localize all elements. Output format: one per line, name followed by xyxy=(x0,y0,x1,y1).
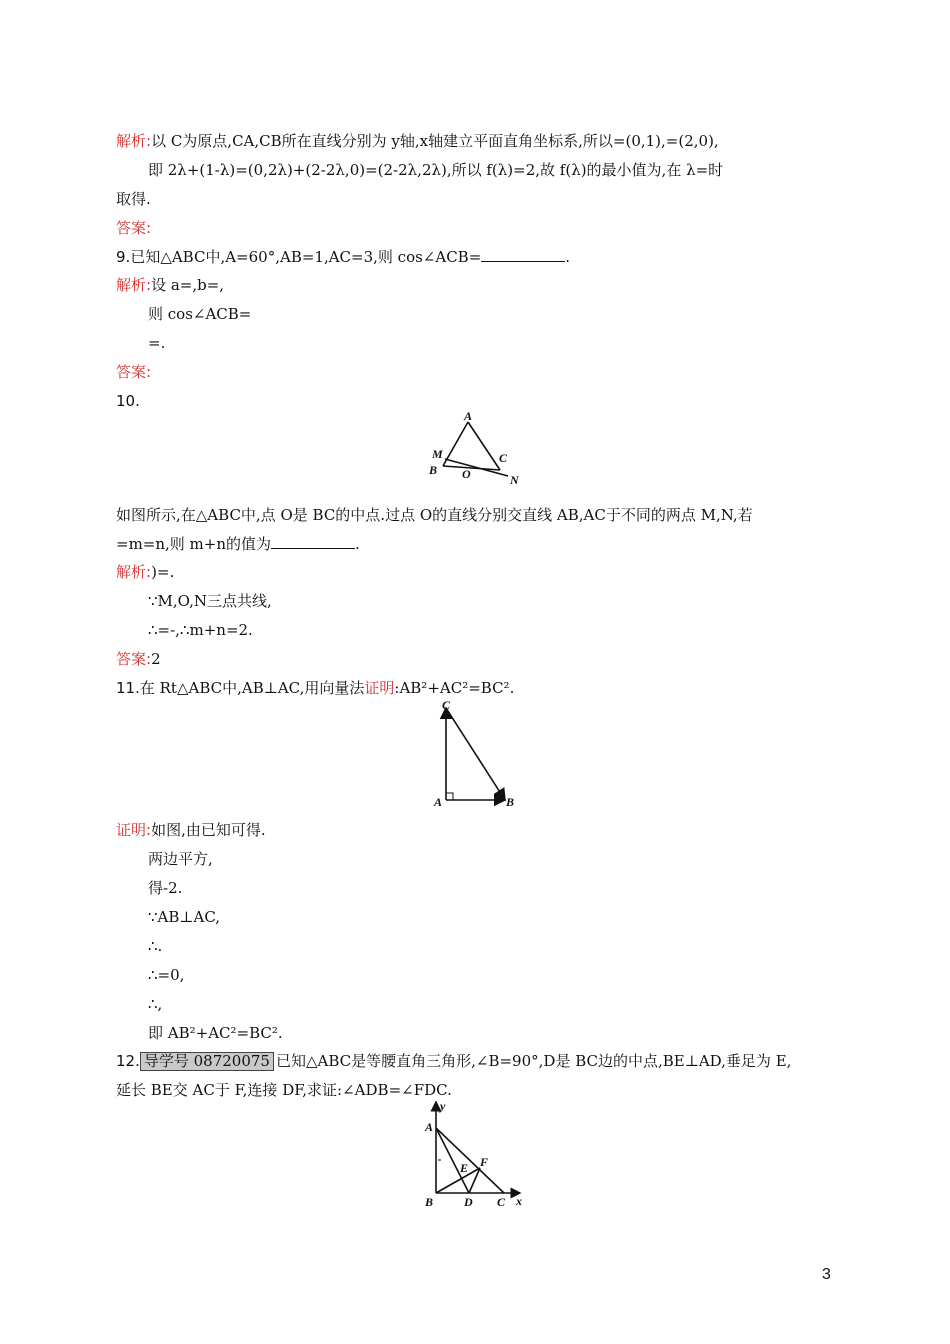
p10-label-A: A xyxy=(464,409,473,423)
p10-analysis-line3: ∴=-,∴m+n=2. xyxy=(148,621,253,639)
p10-analysis-label: 解析: xyxy=(116,563,152,581)
p10-answer-blank xyxy=(271,534,355,549)
p11-step: 两边平方, xyxy=(148,850,213,868)
p10-question-line1: 如图所示,在△ABC中,点 O是 BC的中点.过点 O的直线分别交直线 AB,AC于不同的两点 M,N,若 xyxy=(116,506,753,524)
p8-analysis-label: 解析: xyxy=(116,132,152,150)
p10-label-C: C xyxy=(499,451,508,465)
p9-answer-label: 答案: xyxy=(116,363,152,381)
p11-proof-line1 xyxy=(116,820,266,840)
p11-step: 即 AB²+AC²=BC². xyxy=(148,1024,283,1042)
p11-label-C: C xyxy=(442,698,451,712)
p10-analysis-line2: ∵M,O,N三点共线, xyxy=(148,592,272,610)
p9-analysis-text: 设 a=,b=, xyxy=(151,276,225,294)
p8-analysis-line1 xyxy=(116,131,719,151)
p10-label-M: M xyxy=(432,447,443,461)
p10-label-B: B xyxy=(429,463,438,477)
p10-question-end: . xyxy=(355,535,360,553)
p9-analysis-line1 xyxy=(116,275,224,295)
p10-label-N: N xyxy=(510,473,519,487)
p10-analysis-line1 xyxy=(116,562,174,582)
p10-question-line2-text: =m=n,则 m+n的值为 xyxy=(116,535,272,553)
p12-number: 12. xyxy=(116,1052,140,1070)
p11-proof-word: 证明 xyxy=(364,679,395,697)
p10-number: 10. xyxy=(116,392,140,410)
p10-triangle-figure xyxy=(420,410,530,490)
p9-question-text: 已知△ABC中,A=60°,AB=1,AC=3,则 cos∠ACB= xyxy=(130,248,482,266)
p12-label-E: E xyxy=(460,1161,469,1175)
p8-analysis-line3: 取得. xyxy=(116,190,151,208)
p9-number: 9. xyxy=(116,248,131,266)
p11-step: ∴. xyxy=(148,937,163,955)
p12-coordinate-figure xyxy=(420,1098,535,1213)
p12-label-B: B xyxy=(425,1195,434,1209)
p10-label-O: O xyxy=(462,467,471,481)
p12-label-F: F xyxy=(480,1155,489,1169)
p12-label-C: C xyxy=(497,1195,506,1209)
p12-label-D: D xyxy=(464,1195,473,1209)
p11-right-triangle-figure xyxy=(430,696,530,814)
p12-question-line1 xyxy=(116,1051,791,1071)
p9-analysis-line2: 则 cos∠ACB= xyxy=(148,305,252,323)
p12-label-y: y xyxy=(440,1099,446,1113)
p12-tag-badge: 导学号 08720075 xyxy=(140,1052,274,1071)
p11-step: ∴=0, xyxy=(148,966,185,984)
p11-question-rest: :AB²+AC²=BC². xyxy=(394,679,515,697)
p10-answer-label: 答案: xyxy=(116,650,152,668)
p10-answer xyxy=(116,649,161,669)
p10-analysis-text: )=. xyxy=(151,563,175,581)
p8-analysis-text: 以 C为原点,CA,CB所在直线分别为 y轴,x轴建立平面直角坐标系,所以=(0,1),=(2,0), xyxy=(151,132,719,150)
p9-answer-blank xyxy=(481,247,565,262)
p11-label-A: A xyxy=(434,795,443,809)
p12-label-A: A xyxy=(425,1120,434,1134)
p11-proof-text: 如图,由已知可得. xyxy=(151,821,266,839)
p9-question xyxy=(116,247,570,267)
p10-question-line2 xyxy=(116,534,360,554)
p11-step: ∵AB⊥AC, xyxy=(148,908,221,926)
p12-label-x: x xyxy=(516,1194,522,1208)
p11-number: 11. xyxy=(116,679,140,697)
p9-analysis-line3: =. xyxy=(148,334,166,352)
p10-answer-value: 2 xyxy=(151,650,161,668)
p12-question-line1-text: 已知△ABC是等腰直角三角形,∠B=90°,D是 BC边的中点,BE⊥AD,垂足为 E, xyxy=(275,1052,792,1070)
p11-question xyxy=(116,678,514,698)
p12-question-line2: 延长 BE交 AC于 F,连接 DF,求证:∠ADB=∠FDC. xyxy=(116,1081,452,1099)
p8-analysis-line2: 即 2λ+(1-λ)=(0,2λ)+(2-2λ,0)=(2-2λ,2λ),所以 f(λ)=2,故 f(λ)的最小值为,在 λ=时 xyxy=(148,161,724,179)
page-number: 3 xyxy=(822,1266,831,1283)
p9-question-end: . xyxy=(565,248,571,266)
p11-proof-label: 证明: xyxy=(116,821,152,839)
p9-analysis-label: 解析: xyxy=(116,276,152,294)
p11-step: 得-2. xyxy=(148,879,183,897)
p11-label-B: B xyxy=(506,795,515,809)
p11-question-text: 在 Rt△ABC中,AB⊥AC,用向量法 xyxy=(139,679,365,697)
p11-step: ∴, xyxy=(148,995,163,1013)
p8-answer-label: 答案: xyxy=(116,219,152,237)
